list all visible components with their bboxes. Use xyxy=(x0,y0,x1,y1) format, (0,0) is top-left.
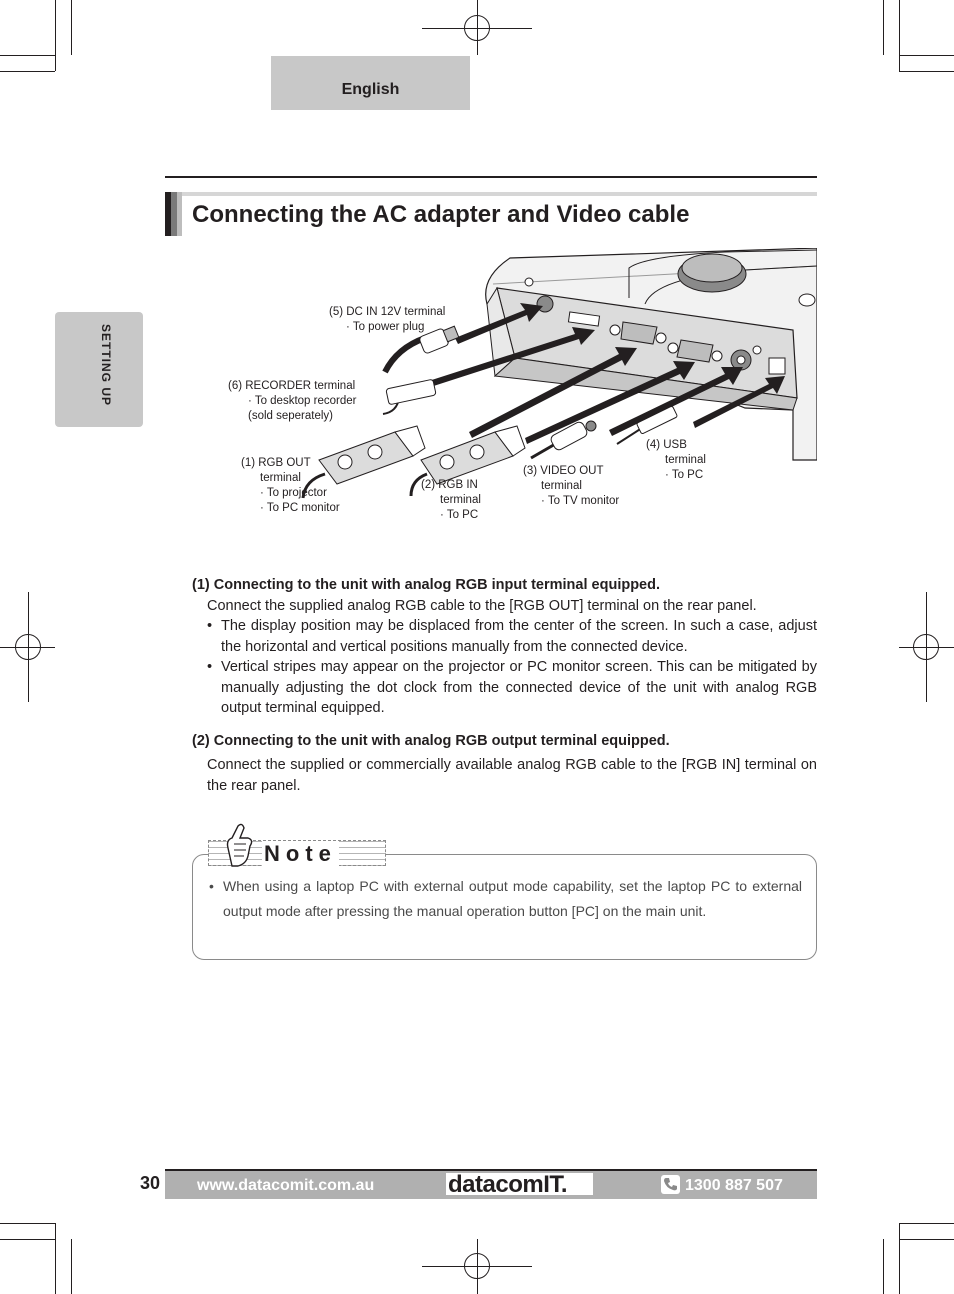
footer-phone: 1300 887 507 xyxy=(685,1177,783,1194)
connection-diagram xyxy=(225,248,817,538)
footer-website: www.datacomit.com.au xyxy=(197,1177,375,1194)
bullet-symbol: • xyxy=(209,878,214,894)
section-1-intro: Connect the supplied analog RGB cable to the [RGB OUT] terminal on the rear panel. xyxy=(207,598,757,614)
label-rgb-in: (2) RGB IN terminal · To PC xyxy=(421,479,481,521)
section-title: Connecting the AC adapter and Video cable xyxy=(192,201,690,228)
section-1-bullet xyxy=(207,657,817,719)
language-tab-label: English xyxy=(341,81,400,98)
bullet-symbol: • xyxy=(207,659,213,675)
bullet-text: The display position may be displaced from the center of the screen. In such a case, adjust the horizontal and vertical positions manually from the connected device. xyxy=(221,618,817,655)
pointing-hand-icon xyxy=(222,822,256,868)
label-dc-in: (5) DC IN 12V terminal · To power plug xyxy=(329,306,446,333)
note-text: When using a laptop PC with external output mode capability, set the laptop PC to external output mode after pressing the manual operation button [PC] on the main unit. xyxy=(223,878,802,919)
label-usb: (4) USB terminal · To PC xyxy=(646,439,706,481)
section-1-heading: (1) Connecting to the unit with analog RGB input terminal equipped. xyxy=(192,577,661,593)
page-number: 30 xyxy=(140,1173,161,1193)
bullet-text: Vertical stripes may appear on the projector or PC monitor screen. This can be mitigated by manually adjusting the dot clock from the connected device of the unit with analog RGB output terminal equipped. xyxy=(221,659,817,716)
note-bullet xyxy=(209,874,802,950)
datacomit-logo: datacomIT. xyxy=(448,1171,568,1198)
bullet-symbol: • xyxy=(207,618,213,634)
language-tab xyxy=(271,56,470,110)
title-accent-bar xyxy=(165,192,182,236)
section-2-heading: (2) Connecting to the unit with analog RGB output terminal equipped. xyxy=(192,733,670,749)
label-recorder: (6) RECORDER terminal · To desktop recorder (sold seperately) xyxy=(228,380,357,422)
section-side-tab xyxy=(55,312,143,427)
phone-icon xyxy=(661,1175,680,1194)
note-title: Note xyxy=(264,841,337,866)
top-rule xyxy=(165,176,817,178)
label-rgb-out: (1) RGB OUT terminal · To projector · To PC monitor xyxy=(241,457,340,514)
section-2-text: Connect the supplied or commercially available analog RGB cable to the [RGB IN] terminal on the rear panel. xyxy=(207,757,817,794)
section-1-bullet xyxy=(207,616,817,658)
side-tab-label: SETTING UP xyxy=(99,324,113,407)
label-video-out: (3) VIDEO OUT terminal · To TV monitor xyxy=(523,465,620,507)
